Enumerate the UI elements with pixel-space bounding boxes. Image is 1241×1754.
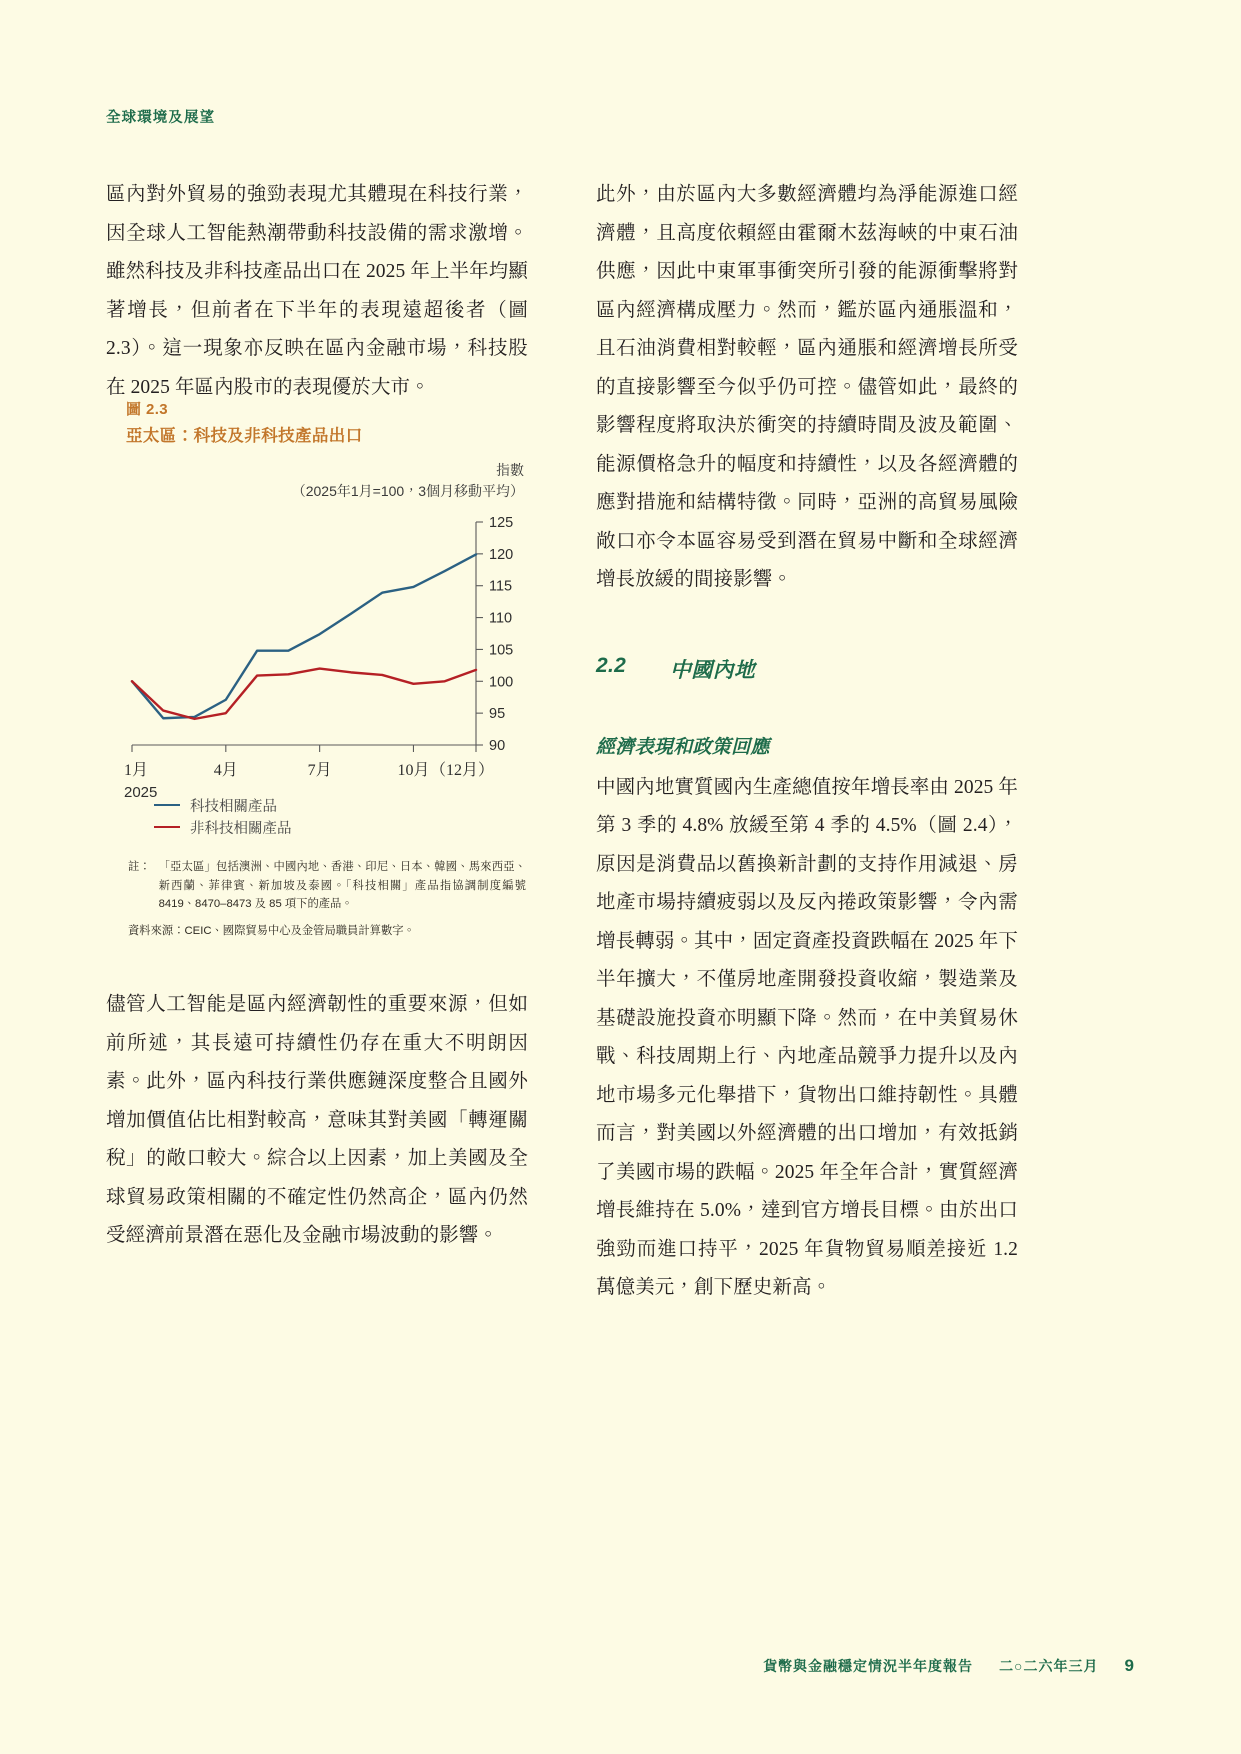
chart-container [106, 460, 532, 801]
svg-text:7月: 7月 [307, 762, 332, 779]
figure-notes [128, 858, 526, 940]
subsection-heading: 經濟表現和政策回應 [596, 736, 770, 758]
legend-item-nontech [154, 816, 532, 838]
figure-source-text [128, 922, 526, 941]
svg-text:100: 100 [489, 674, 514, 691]
left-column-lower [106, 986, 528, 1256]
legend-label-nontech: 非科技相關產品 [190, 820, 292, 837]
left-paragraph-2: 儘管人工智能是區內經濟韌性的重要來源，但如前所述，其長遠可持續性仍存在重大不明朗因素。此外，區內科技行業供應鏈深度整合且國外增加價值佔比相對較高，意味其對美國「轉運關稅」的敞口較大。綜合以上因素，加上美國及全球貿易政策相關的不確定性仍然高企，區內仍然受經濟前景潛在惡化及金融市場波動的影響。 [106, 994, 528, 1246]
right-paragraph-1: 此外，由於區內大多數經濟體均為淨能源進口經濟體，且高度依賴經由霍爾木茲海峽的中東石油供應，因此中東軍事衝突所引發的能源衝擊將對區內經濟構成壓力。然而，鑑於區內通脹溫和，且石油消費相對較輕，區內通脹和經濟增長所受的直接影響至今似乎仍可控。儘管如此，最終的影響程度將取決於衝突的持續時間及波及範圍、能源價格急升的幅度和持續性，以及各經濟體的應對措施和結構特徵。同時，亞洲的高貿易風險敞口亦令本區容易受到潛在貿易中斷和全球經濟增長放緩的間接影響。 [596, 184, 1018, 590]
svg-text:120: 120 [489, 546, 514, 563]
figure-source-value: CEIC、國際貿易中心及金管局職員計算數字。 [184, 924, 415, 937]
svg-text:（12月）: （12月） [429, 762, 494, 779]
footer-page-number: 9 [1124, 1656, 1135, 1675]
section-heading-2-2 [596, 654, 1018, 684]
legend-label-tech: 科技相關產品 [190, 798, 277, 815]
svg-text:115: 115 [489, 578, 513, 595]
left-paragraph-1: 區內對外貿易的強勁表現尤其體現在科技行業，因全球人工智能熱潮帶動科技設備的需求激增。雖然科技及非科技產品出口在 2025 年上半年均顯著增長，但前者在下半年的表現遠超後者（圖 2.3）。這一現象亦反映在區內金融市場，科技股在 2025 年區內股市的表現優於大市。 [106, 184, 528, 398]
svg-text:1月: 1月 [124, 762, 149, 779]
line-chart-svg [106, 460, 532, 801]
legend-swatch-nontech [154, 826, 180, 828]
legend-swatch-tech [154, 804, 180, 806]
right-paragraph-2: 中國內地實質國內生產總值按年增長率由 2025 年第 3 季的 4.8% 放緩至第 4 季的 4.5%（圖 2.4），原因是消費品以舊換新計劃的支持作用減退、房地產市場持續疲弱以及反內捲政策影響，令內需增長轉弱。其中，固定資產投資跌幅在 2025 年下半年擴大，不僅房地產開發投資收縮，製造業及基礎設施投資亦明顯下降。然而，在中美貿易休戰、科技周期上行、內地產品競爭力提升以及內地市場多元化舉措下，貨物出口維持韌性。具體而言，對美國以外經濟體的出口增加，有效抵銷了美國市場的跌幅。2025 年全年合計，實質經濟增長維持在 5.0%，達到官方增長目標。由於出口強勁而進口持平，2025 年貨物貿易順差接近 1.2 萬億美元，創下歷史新高。 [596, 776, 1018, 1298]
svg-text:125: 125 [489, 515, 514, 531]
right-column [596, 176, 1018, 1308]
figure-number: 圖 2.3 [126, 401, 169, 418]
left-column [106, 176, 528, 407]
svg-text:10月: 10月 [397, 762, 430, 779]
svg-text:90: 90 [489, 738, 506, 754]
page-footer [763, 1656, 1135, 1676]
figure-source [128, 922, 526, 941]
svg-text:105: 105 [489, 642, 514, 659]
footer-report-title: 貨幣與金融穩定情況半年度報告 [763, 1658, 974, 1674]
figure-note [128, 858, 526, 914]
svg-text:2025: 2025 [124, 784, 158, 801]
section-number: 2.2 [596, 653, 627, 677]
figure-source-label: 資料來源： [128, 924, 185, 937]
figure-note-text: 「亞太區」包括澳洲、中國內地、香港、印尼、日本、韓國、馬來西亞、新西蘭、菲律賓、新加坡及泰國。「科技相關」產品指協調制度編號 8419、8470–8473 及 85 項下的產品。 [158, 861, 526, 910]
figure-title: 亞太區：科技及非科技產品出口 [126, 427, 363, 445]
running-head: 全球環境及展望 [106, 110, 216, 126]
footer-date: 二○二六年三月 [999, 1658, 1099, 1674]
legend-item-tech [154, 794, 532, 816]
figure-note-label: 註： [128, 861, 151, 873]
chart-axis-caption-line1: 指數 [496, 462, 524, 478]
figure-2-3 [106, 398, 532, 940]
section-title: 中國內地 [670, 658, 756, 682]
chart-axis-caption-line2: （2025年1月=100，3個月移動平均） [291, 483, 524, 499]
chart-legend [154, 794, 532, 838]
svg-text:110: 110 [489, 610, 513, 627]
svg-text:95: 95 [489, 706, 506, 723]
svg-text:4月: 4月 [213, 762, 238, 779]
